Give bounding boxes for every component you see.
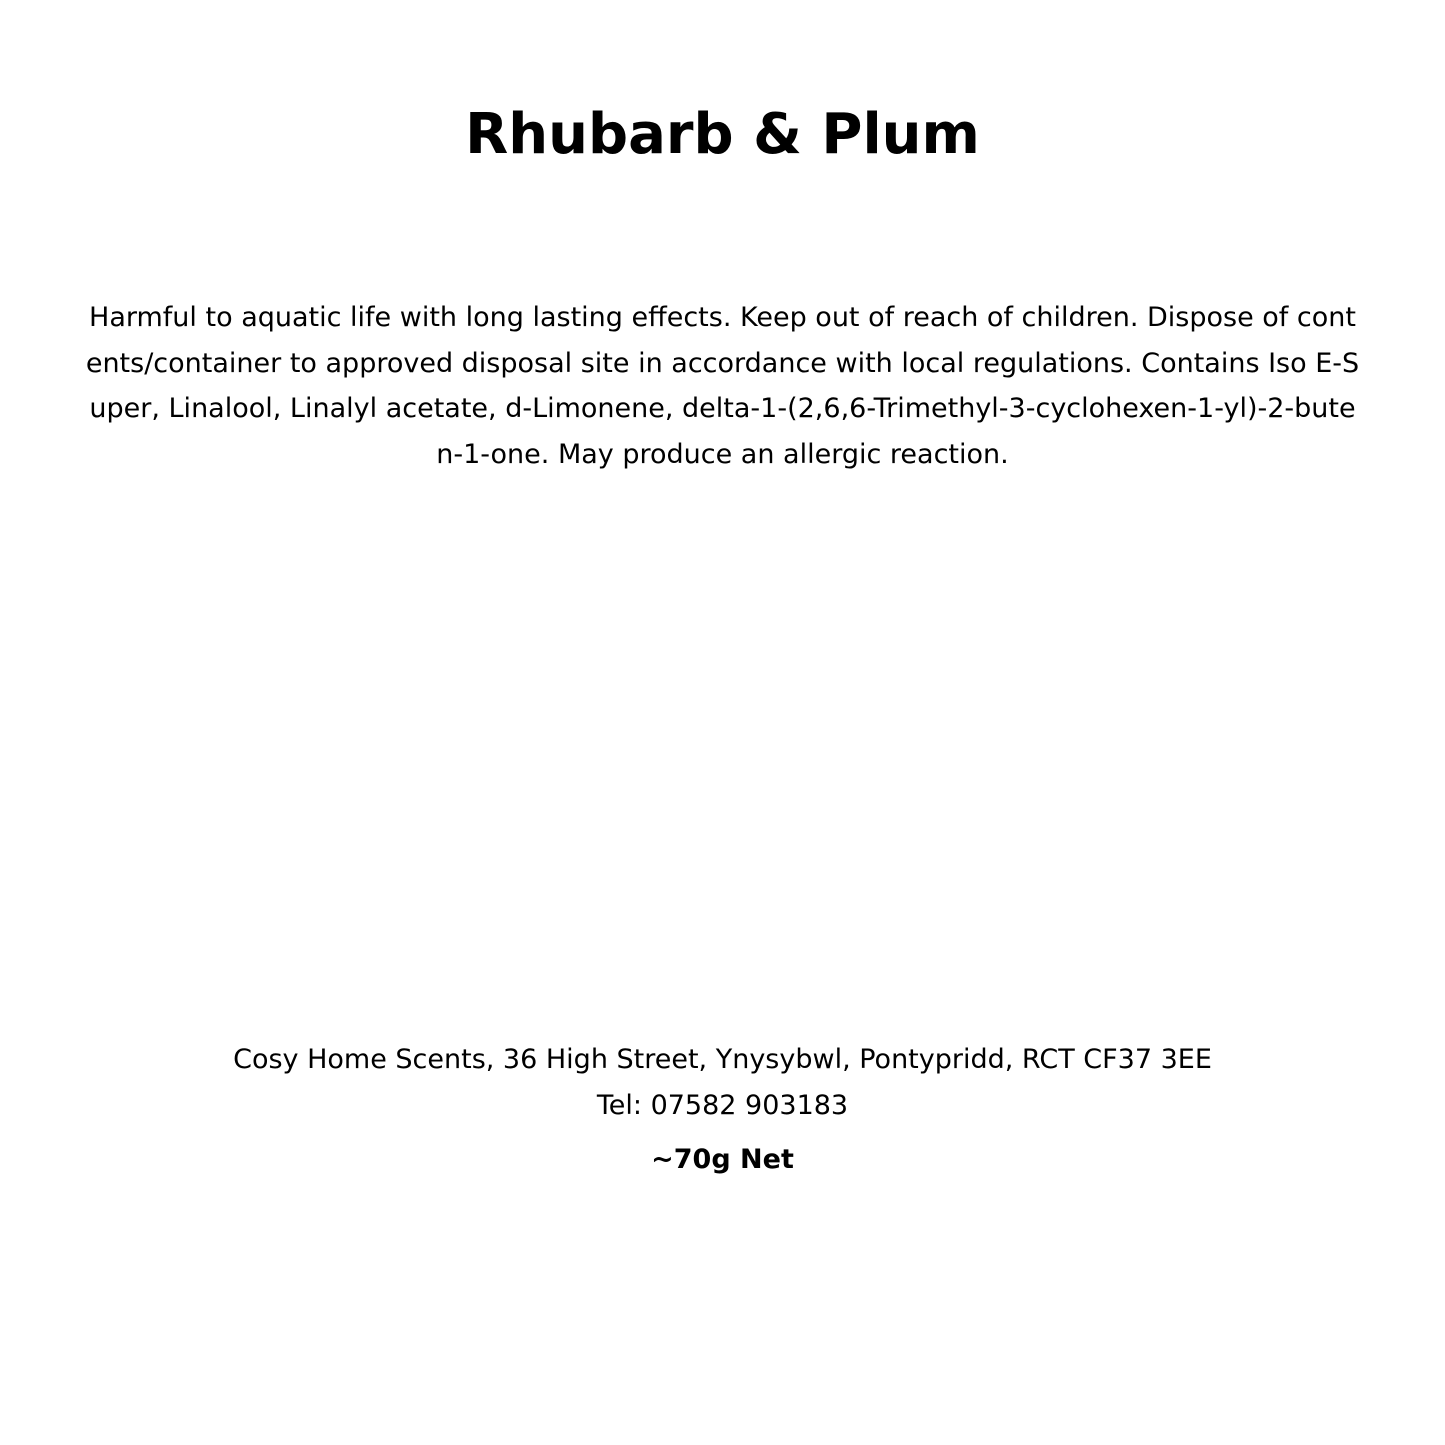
safety-warning: Harmful to aquatic life with long lasting effects. Keep out of reach of children. Dispose of contents/container to approved disposal site in accordance with local regulations. Contains Iso E-Super, Linalool, Linalyl acetate, d-Limonene, delta-1-(2,6,6-Trimethyl-3-cyclohexen-1-yl)-2-buten-1-one. May produce an allergic reaction. <box>85 302 1360 470</box>
label-footer <box>0 1037 1445 1177</box>
product-title: Rhubarb & Plum <box>465 102 980 167</box>
phone-number: Tel: 07582 903183 <box>596 1090 849 1121</box>
net-weight: ~70g Net <box>651 1144 794 1175</box>
business-address: Cosy Home Scents, 36 High Street, Ynysybwl, Pontypridd, RCT CF37 3EE <box>233 1044 1212 1075</box>
